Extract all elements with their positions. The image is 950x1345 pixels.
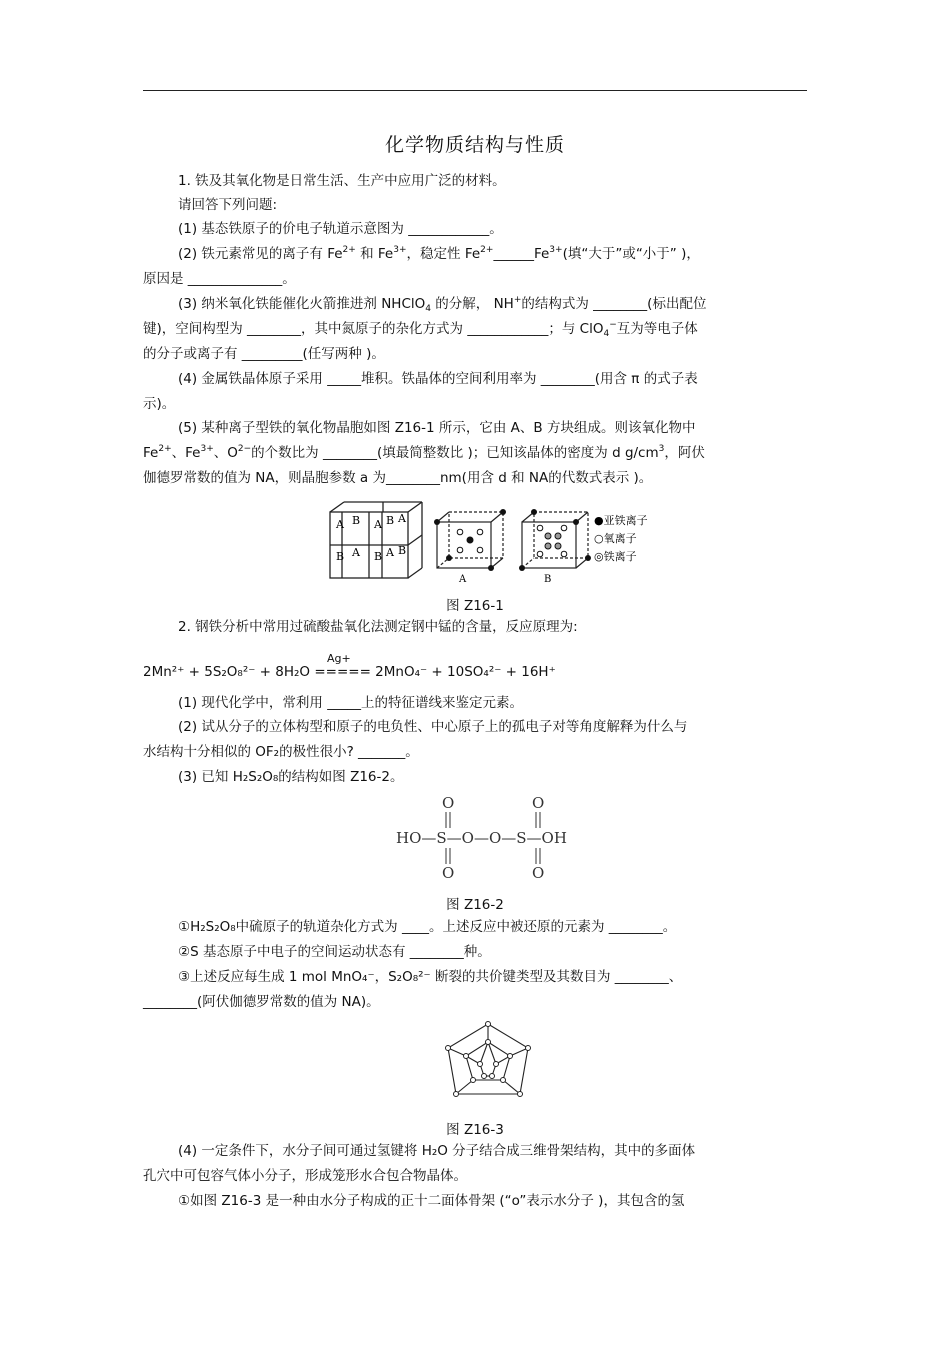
svg-text:O: O <box>442 864 455 882</box>
q2-sub3-end: ________(阿伏伽德罗常数的值为 NA)。 <box>143 994 380 1010</box>
dodecahedron-figure <box>440 1020 536 1108</box>
cell-label: A <box>398 512 406 525</box>
equation-catalyst: Ag+ <box>327 652 351 665</box>
q1-part5-cont: $Fe^{2+}$、$Fe^{3+}$、$O^{2-}$的个数比为 ________(填最简整数比 )；已知该晶体的密度为 d $g/cm^3$，阿伏 <box>143 444 705 461</box>
q2-sub3: ③上述反应每生成 1 mol MnO₄⁻，S₂O₈²⁻ 断裂的共价键类型及其数目为 ________、 <box>178 969 683 985</box>
reaction-equation: 2Mn²⁺ + 5S₂O₈²⁻ + 8H₂O ===== 2MnO₄⁻ + 10SO₄²⁻ + 16H⁺ <box>143 664 556 680</box>
q1-part4-end: 示)。 <box>143 396 176 412</box>
q2-sub2: ②S 基态原子中电子的空间运动状态有 ________种。 <box>178 944 491 960</box>
q1-part3: (3) 纳米氧化铁能催化火箭推进剂 NHClO$_4$ 的分解， NH+的结构式为 ________(标出配位 <box>178 295 707 314</box>
cell-label: B <box>374 550 383 563</box>
peroxydisulfuric-acid-structure <box>390 792 590 884</box>
q2-sub1: ①H₂S₂O₈中硫原子的轨道杂化方式为 ____。上述反应中被还原的元素为 ________。 <box>178 919 677 935</box>
cell-label: A <box>386 546 394 559</box>
q1-part3-end: 的分子或离子有 _________(任写两种 )。 <box>143 346 385 362</box>
q1-intro: 1. 铁及其氧化物是日常生活、生产中应用广泛的材料。 <box>178 173 506 189</box>
q1-part5-end: 伽德罗常数的值为 NA，则晶胞参数 a 为________nm(用含 d 和 NA的代数式表示 )。 <box>143 470 653 486</box>
q2-intro: 2. 钢铁分析中常用过硫酸盐氧化法测定钢中锰的含量，反应原理为: <box>178 619 578 635</box>
q2-part4: (4) 一定条件下，水分子间可通过氢键将 H₂O 分子结合成三维骨架结构，其中的多面体 <box>178 1143 696 1159</box>
q1-part3-cont: 键)，空间构型为 ________，其中氮原子的杂化方式为 ____________；与 ClO$_4$−互为等电子体 <box>143 320 698 339</box>
legend-ferric: ◎铁离子 <box>594 550 637 563</box>
cell-label: B <box>386 514 395 527</box>
q1-part4: (4) 金属铁晶体原子采用 _____堆积。铁晶体的空间利用率为 ________(用含 π 的式子表 <box>178 371 698 387</box>
cube-a-label: A <box>459 574 467 585</box>
cell-label: B <box>398 544 407 557</box>
crystal-cell-figure <box>322 500 662 590</box>
q1-part2: (2) 铁元素常见的离子有 $Fe^{2+}$ 和 $Fe^{3+}$，稳定性 $Fe^{2+}\_\_\_\_\_\_Fe^{3+}$(填“大于”或“小于” )， <box>178 245 700 262</box>
cube-b-label: B <box>544 574 552 585</box>
q1-ask: 请回答下列问题: <box>178 197 278 213</box>
q2-part3: (3) 已知 H₂S₂O₈的结构如图 Z16-2。 <box>178 769 404 785</box>
q2-part2-cont: 水结构十分相似的 OF₂的极性很小? _______。 <box>143 744 419 760</box>
figure-caption-2: 图 Z16-2 <box>446 897 504 913</box>
page-title: 化学物质结构与性质 <box>384 134 565 156</box>
top-rule <box>143 90 807 91</box>
cell-label: A <box>374 518 382 531</box>
legend-ferrous: ●亚铁离子 <box>594 514 648 527</box>
svg-text:O: O <box>532 864 545 882</box>
q2-part4-cont: 孔穴中可包容气体小分子，形成笼形水合包合物晶体。 <box>143 1168 467 1184</box>
q2-part4-sub1: ①如图 Z16-3 是一种由水分子构成的正十二面体骨架 (“o”表示水分子 )，其包含的氢 <box>178 1193 685 1209</box>
cell-label: A <box>352 546 360 559</box>
figure-caption-3: 图 Z16-3 <box>446 1122 504 1138</box>
svg-text:O: O <box>442 794 455 812</box>
q1-part2-reason: 原因是 ______________。 <box>143 271 296 287</box>
q2-part2: (2) 试从分子的立体构型和原子的电负性、中心原子上的孤电子对等角度解释为什么与 <box>178 719 688 735</box>
q1-part5: (5) 某种离子型铁的氧化物晶胞如图 Z16-1 所示，它由 A、B 方块组成。则该氧化物中 <box>178 420 696 436</box>
figure-caption-1: 图 Z16-1 <box>446 598 504 614</box>
q1-part1: (1) 基态铁原子的价电子轨道示意图为 ____________。 <box>178 221 503 237</box>
cell-label: B <box>352 514 361 527</box>
legend-oxide: ○氧离子 <box>594 532 637 545</box>
cell-label: A <box>336 518 344 531</box>
q2-part1: (1) 现代化学中，常利用 _____上的特征谱线来鉴定元素。 <box>178 695 523 711</box>
svg-text:O: O <box>532 794 545 812</box>
structure-formula: HO—S—O—O—S—OH <box>396 829 567 847</box>
cell-label: B <box>336 550 345 563</box>
